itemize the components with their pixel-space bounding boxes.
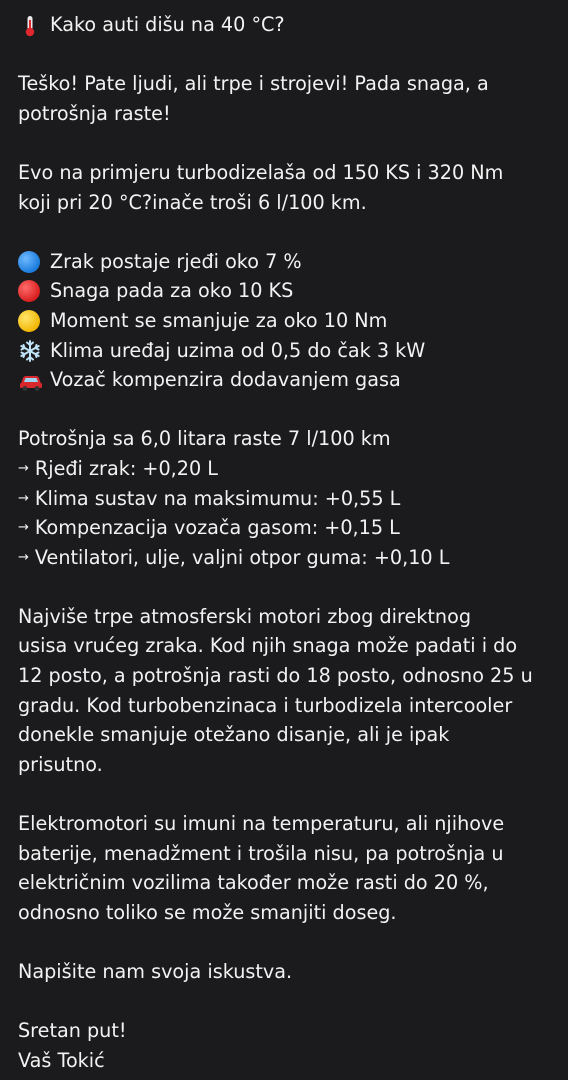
- consumption-header: Potrošnja sa 6,0 litara raste 7 l/100 km: [18, 427, 391, 451]
- post-title-line: [18, 10, 558, 40]
- intro-line-1: Teško! Pate ljudi, ali trpe i strojevi! Pada snaga, a: [18, 72, 489, 96]
- consumption-item-text: Ventilatori, ulje, valjni otpor guma: +0,10 L: [34, 545, 450, 569]
- bullet-text: Zrak postaje rjeđi oko 7 %: [50, 249, 302, 273]
- bullet-text: Vozač kompenzira dodavanjem gasa: [50, 368, 401, 392]
- bullet-item: [18, 306, 558, 336]
- red-circle-icon: [18, 280, 40, 302]
- paragraph-line: gradu. Kod turbobenzinaca i turbodizela intercooler: [18, 693, 513, 717]
- example-line-2: koji pri 20 °C?inače troši 6 l/100 km.: [18, 190, 367, 214]
- bullet-item: [18, 336, 558, 366]
- arrow-right-icon: →: [18, 520, 29, 536]
- intro-line-2: potrošnja raste!: [18, 101, 171, 125]
- consumption-item-text: Klima sustav na maksimumu: +0,55 L: [34, 486, 401, 510]
- yellow-circle-icon: [18, 310, 40, 332]
- paragraph-line: 12 posto, a potrošnja rasti do 18 posto, odnosno 25 u: [18, 664, 533, 688]
- blue-circle-icon: [18, 251, 40, 273]
- spacer: [18, 987, 558, 1017]
- arrow-right-icon: →: [18, 460, 29, 476]
- bullet-item: [18, 247, 558, 277]
- paragraph-line: Najviše trpe atmosferski motori zbog direktnog: [18, 604, 471, 628]
- consumption-item: [18, 543, 558, 573]
- paragraph-line: prisutno.: [18, 752, 103, 776]
- snowflake-icon: [18, 339, 42, 361]
- arrow-right-icon: →: [18, 490, 29, 506]
- spacer: [18, 779, 558, 809]
- spacer: [18, 40, 558, 70]
- paragraph-line: odnosno toliko se može smanjiti doseg.: [18, 900, 397, 924]
- spacer: [18, 395, 558, 425]
- consumption-item-text: Kompenzacija vozača gasom: +0,15 L: [34, 516, 400, 540]
- consumption-item: [18, 513, 558, 543]
- consumption-item: [18, 484, 558, 514]
- paragraph-line: donekle smanjuje otežano disanje, ali je ipak: [18, 723, 450, 747]
- thermometer-icon: [18, 14, 42, 36]
- paragraph-line: usisa vrućeg zraka. Kod njih snaga može padati i do: [18, 634, 518, 658]
- paragraph-line: električnim vozilima također može rasti do 20 %,: [18, 871, 489, 895]
- bullet-item: [18, 365, 558, 395]
- consumption-item-text: Rjeđi zrak: +0,20 L: [34, 456, 218, 480]
- call-to-action: Napišite nam svoja iskustva.: [18, 960, 293, 983]
- paragraph-line: baterije, menadžment i trošila nisu, pa potrošnja u: [18, 841, 504, 865]
- car-icon: [18, 369, 42, 391]
- bullet-item: [18, 276, 558, 306]
- spacer: [18, 128, 558, 158]
- bullet-text: Klima uređaj uzima od 0,5 do čak 3 kW: [50, 338, 426, 362]
- spacer: [18, 572, 558, 602]
- signoff-line: Sretan put!: [18, 1019, 127, 1043]
- arrow-right-icon: →: [18, 549, 29, 565]
- bullet-text: Snaga pada za oko 10 KS: [50, 279, 294, 303]
- consumption-item: [18, 454, 558, 484]
- post-body: [18, 10, 558, 1075]
- spacer: [18, 217, 558, 247]
- post-title: Kako auti dišu na 40 °C?: [50, 13, 285, 36]
- bullet-text: Moment se smanjuje za oko 10 Nm: [50, 308, 388, 332]
- signoff-author: Vaš Tokić: [18, 1048, 105, 1072]
- paragraph-line: Elektromotori su imuni na temperaturu, ali njihove: [18, 812, 505, 836]
- example-line-1: Evo na primjeru turbodizelaša od 150 KS i 320 Nm: [18, 160, 504, 184]
- spacer: [18, 927, 558, 957]
